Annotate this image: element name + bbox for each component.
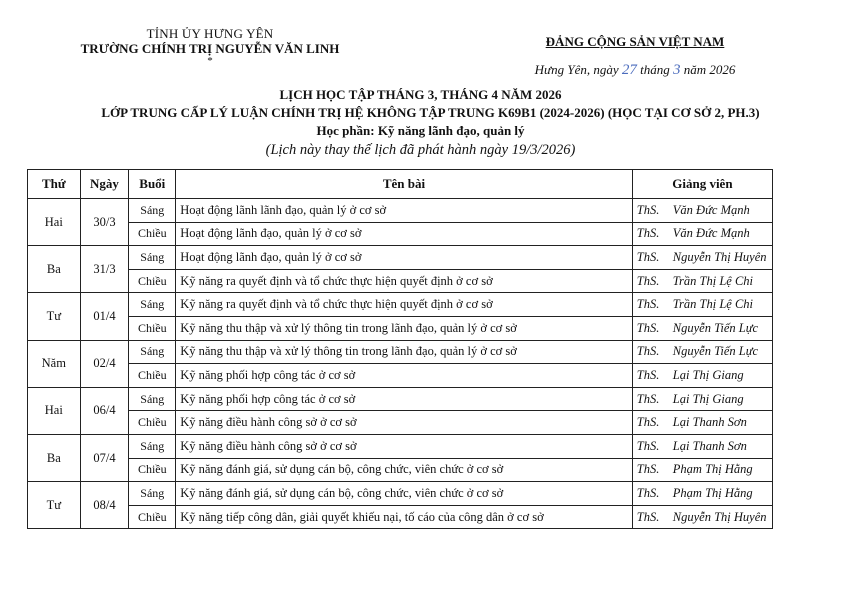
lecturer-name: Trần Thị Lệ Chi	[672, 273, 754, 288]
session-cell: Sáng	[129, 246, 176, 270]
lesson-title-cell: Kỹ năng ra quyết định và tổ chức thực hiện quyết định ở cơ sở	[176, 269, 633, 293]
session-cell: Sáng	[129, 199, 176, 223]
lecturer-name: Phạm Thị Hằng	[672, 462, 753, 477]
academic-degree: ThS.	[636, 226, 660, 241]
session-cell: Sáng	[129, 482, 176, 506]
lecturer-name: Nguyễn Thị Huyên	[672, 249, 767, 264]
header-ten-bai: Tên bài	[176, 170, 633, 199]
lecturer-cell	[632, 505, 772, 529]
lesson-title-cell: Hoạt động lãnh lãnh đạo, quản lý ở cơ sở	[176, 199, 633, 223]
academic-degree: ThS.	[636, 320, 660, 335]
table-header-row	[28, 170, 773, 199]
session-cell: Chiều	[129, 411, 176, 435]
academic-degree: ThS.	[636, 509, 660, 524]
lecturer-name: Lại Thị Giang	[672, 391, 744, 406]
class-title: LỚP TRUNG CẤP LÝ LUẬN CHÍNH TRỊ HỆ KHÔNG TẬP TRUNG K69B1 (2024-2026) (HỌC TẠI CƠ SỞ 2, PH.3)	[101, 105, 760, 120]
lecturer-cell	[632, 199, 772, 223]
academic-degree: ThS.	[636, 462, 660, 477]
date-month: 3	[672, 62, 681, 78]
lecturer-cell	[632, 411, 772, 435]
lecturer-name: Phạm Thị Hằng	[672, 485, 753, 500]
table-row	[28, 269, 773, 293]
session-cell: Sáng	[129, 340, 176, 364]
lesson-title-cell: Kỹ năng thu thập và xử lý thông tin trong lãnh đạo, quản lý ở cơ sở	[176, 340, 633, 364]
session-cell: Chiều	[129, 505, 176, 529]
date-day: 27	[621, 62, 637, 78]
lesson-title-cell: Hoạt động lãnh đạo, quản lý ở cơ sở	[176, 246, 633, 270]
session-cell: Sáng	[129, 387, 176, 411]
schedule-title: LỊCH HỌC TẬP THÁNG 3, THÁNG 4 NĂM 2026	[279, 87, 562, 102]
date-cell: 06/4	[80, 387, 129, 434]
day-of-week: Năm	[28, 340, 81, 387]
lecturer-name: Lại Thanh Sơn	[672, 438, 747, 453]
lesson-title-cell: Kỹ năng điều hành công sở ở cơ sở	[176, 434, 633, 458]
schedule-body	[28, 199, 773, 529]
lecturer-name: Nguyễn Thị Huyên	[672, 509, 767, 524]
party-header	[500, 34, 770, 79]
table-row	[28, 505, 773, 529]
header-ngay: Ngày	[80, 170, 129, 199]
session-cell: Chiều	[129, 364, 176, 388]
table-row	[28, 199, 773, 223]
lecturer-cell	[632, 340, 772, 364]
day-of-week: Tư	[28, 482, 81, 529]
table-row	[28, 246, 773, 270]
organization-header	[30, 26, 390, 66]
lecturer-name: Lại Thanh Sơn	[672, 415, 747, 430]
header-giang-vien: Giảng viên	[632, 170, 772, 199]
province-committee: TỈNH ỦY HƯNG YÊN	[146, 26, 274, 41]
lesson-title-cell: Kỹ năng đánh giá, sử dụng cán bộ, công chức, viên chức ở cơ sở	[176, 458, 633, 482]
schedule-table	[27, 169, 773, 529]
party-name: ĐẢNG CỘNG SẢN VIỆT NAM	[545, 34, 725, 49]
lecturer-name: Trần Thị Lệ Chi	[672, 297, 754, 312]
school-name: TRƯỜNG CHÍNH TRỊ NGUYỄN VĂN LINH	[80, 41, 340, 56]
session-cell: Sáng	[129, 293, 176, 317]
issue-date	[500, 62, 770, 79]
table-row	[28, 364, 773, 388]
header-buoi: Buổi	[129, 170, 176, 199]
lecturer-cell	[632, 387, 772, 411]
date-cell: 31/3	[80, 246, 129, 293]
lecturer-name: Văn Đức Mạnh	[672, 202, 750, 217]
table-row	[28, 387, 773, 411]
lecturer-cell	[632, 222, 772, 246]
lecturer-cell	[632, 293, 772, 317]
table-row	[28, 434, 773, 458]
academic-degree: ThS.	[636, 202, 660, 217]
lecturer-name: Lại Thị Giang	[672, 367, 744, 382]
table-row	[28, 411, 773, 435]
lesson-title-cell: Kỹ năng tiếp công dân, giải quyết khiếu nại, tố cáo của công dân ở cơ sở	[176, 505, 633, 529]
table-row	[28, 482, 773, 506]
academic-degree: ThS.	[636, 367, 660, 382]
replacement-note: (Lịch này thay thế lịch đã phát hành ngày 19/3/2026)	[265, 142, 576, 158]
table-row	[28, 316, 773, 340]
session-cell: Chiều	[129, 316, 176, 340]
lesson-title-cell: Kỹ năng ra quyết định và tổ chức thực hiện quyết định ở cơ sở	[176, 293, 633, 317]
lesson-title-cell: Kỹ năng phối hợp công tác ở cơ sở	[176, 387, 633, 411]
academic-degree: ThS.	[636, 344, 660, 359]
lecturer-cell	[632, 316, 772, 340]
session-cell: Sáng	[129, 434, 176, 458]
day-of-week: Tư	[28, 293, 81, 340]
date-month-label: tháng	[640, 62, 670, 77]
lecturer-cell	[632, 364, 772, 388]
date-year: năm 2026	[683, 62, 736, 77]
day-of-week: Hai	[28, 387, 81, 434]
academic-degree: ThS.	[636, 273, 660, 288]
lecturer-cell	[632, 269, 772, 293]
academic-degree: ThS.	[636, 485, 660, 500]
lecturer-cell	[632, 434, 772, 458]
date-place: Hưng Yên, ngày	[534, 62, 619, 77]
lecturer-cell	[632, 482, 772, 506]
table-row	[28, 222, 773, 246]
session-cell: Chiều	[129, 269, 176, 293]
lecturer-cell	[632, 458, 772, 482]
date-cell: 01/4	[80, 293, 129, 340]
date-cell: 08/4	[80, 482, 129, 529]
academic-degree: ThS.	[636, 438, 660, 453]
day-of-week: Ba	[28, 434, 81, 481]
academic-degree: ThS.	[636, 415, 660, 430]
lecturer-name: Nguyễn Tiến Lực	[672, 344, 759, 359]
lesson-title-cell: Hoạt động lãnh đạo, quản lý ở cơ sở	[176, 222, 633, 246]
lesson-title-cell: Kỹ năng thu thập và xử lý thông tin trong lãnh đạo, quản lý ở cơ sở	[176, 316, 633, 340]
date-cell: 02/4	[80, 340, 129, 387]
header-thu: Thứ	[28, 170, 81, 199]
academic-degree: ThS.	[636, 249, 660, 264]
lecturer-name: Văn Đức Mạnh	[672, 226, 750, 241]
header-star: *	[207, 55, 213, 67]
module-title: Học phần: Kỹ năng lãnh đạo, quản lý	[316, 123, 525, 138]
day-of-week: Hai	[28, 199, 81, 246]
lesson-title-cell: Kỹ năng điều hành công sở ở cơ sở	[176, 411, 633, 435]
lecturer-name: Nguyễn Tiến Lực	[672, 320, 759, 335]
session-cell: Chiều	[129, 458, 176, 482]
document-titles	[0, 86, 841, 160]
date-cell: 30/3	[80, 199, 129, 246]
session-cell: Chiều	[129, 222, 176, 246]
lesson-title-cell: Kỹ năng đánh giá, sử dụng cán bộ, công chức, viên chức ở cơ sở	[176, 482, 633, 506]
table-row	[28, 293, 773, 317]
table-row	[28, 340, 773, 364]
academic-degree: ThS.	[636, 391, 660, 406]
table-row	[28, 458, 773, 482]
lecturer-cell	[632, 246, 772, 270]
academic-degree: ThS.	[636, 297, 660, 312]
day-of-week: Ba	[28, 246, 81, 293]
date-cell: 07/4	[80, 434, 129, 481]
lesson-title-cell: Kỹ năng phối hợp công tác ở cơ sở	[176, 364, 633, 388]
